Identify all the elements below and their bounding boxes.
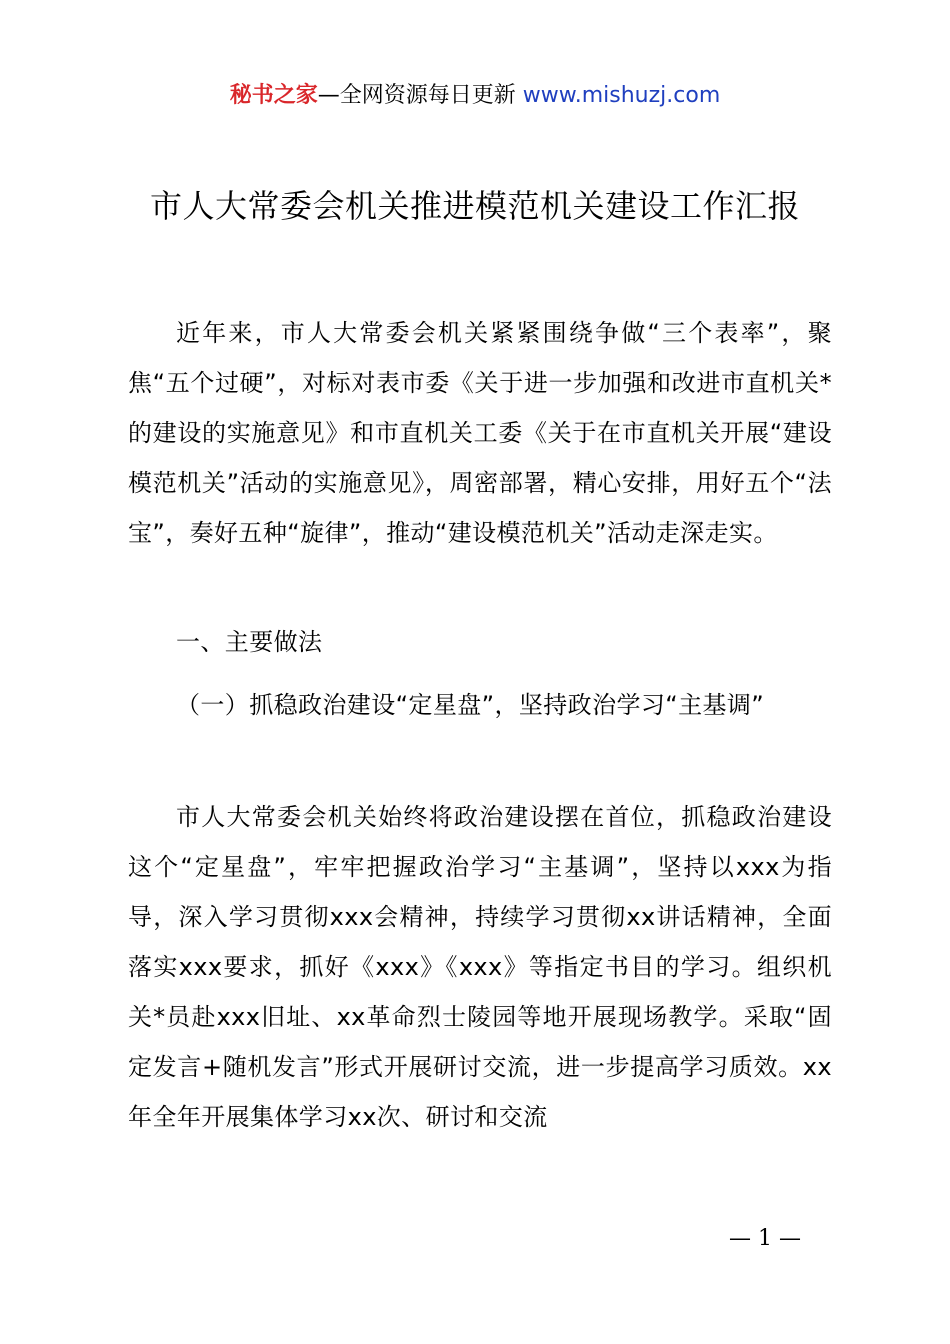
subsection-heading: （一）抓稳政治建设“定星盘”，坚持政治学习“主基调” <box>176 691 765 719</box>
site-brand: 秘书之家 <box>229 83 318 108</box>
site-tagline: —全网资源每日更新 <box>317 83 523 108</box>
section-heading: 一、主要做法 <box>176 628 323 656</box>
body-paragraph: 市人大常委会机关始终将政治建设摆在首位，抓稳政治建设这个“定星盘”，牢牢把握政治学习“主基调”，坚持以xxx为指导，深入学习贯彻xxx会精神，持续学习贯彻xx讲话精神，全面落实xxx要求，抓好《xxx》《xxx》等指定书目的学习。组织机关*员赴xxx旧址、xx革命烈士陵园等地开展现场教学。采取“固定发言+随机发言”形式开展研讨交流，进一步提高学习质效。xx年全年开展集体学习xx次、研讨和交流 <box>128 803 832 1131</box>
site-url-link[interactable]: www.mishuzj.com <box>522 83 721 108</box>
site-header <box>0 80 950 112</box>
document-title: 市人大常委会机关推进模范机关建设工作汇报 <box>149 187 800 225</box>
intro-paragraph: 近年来，市人大常委会机关紧紧围绕争做“三个表率”，聚焦“五个过硬”，对标对表市委《关于进一步加强和改进市直机关*的建设的实施意见》和市直机关工委《关于在市直机关开展“建设模范机关”活动的实施意见》，周密部署，精心安排，用好五个“法宝”，奏好五种“旋律”，推动“建设模范机关”活动走深走实。 <box>128 319 833 547</box>
page-number: — 1 — <box>729 1226 801 1251</box>
